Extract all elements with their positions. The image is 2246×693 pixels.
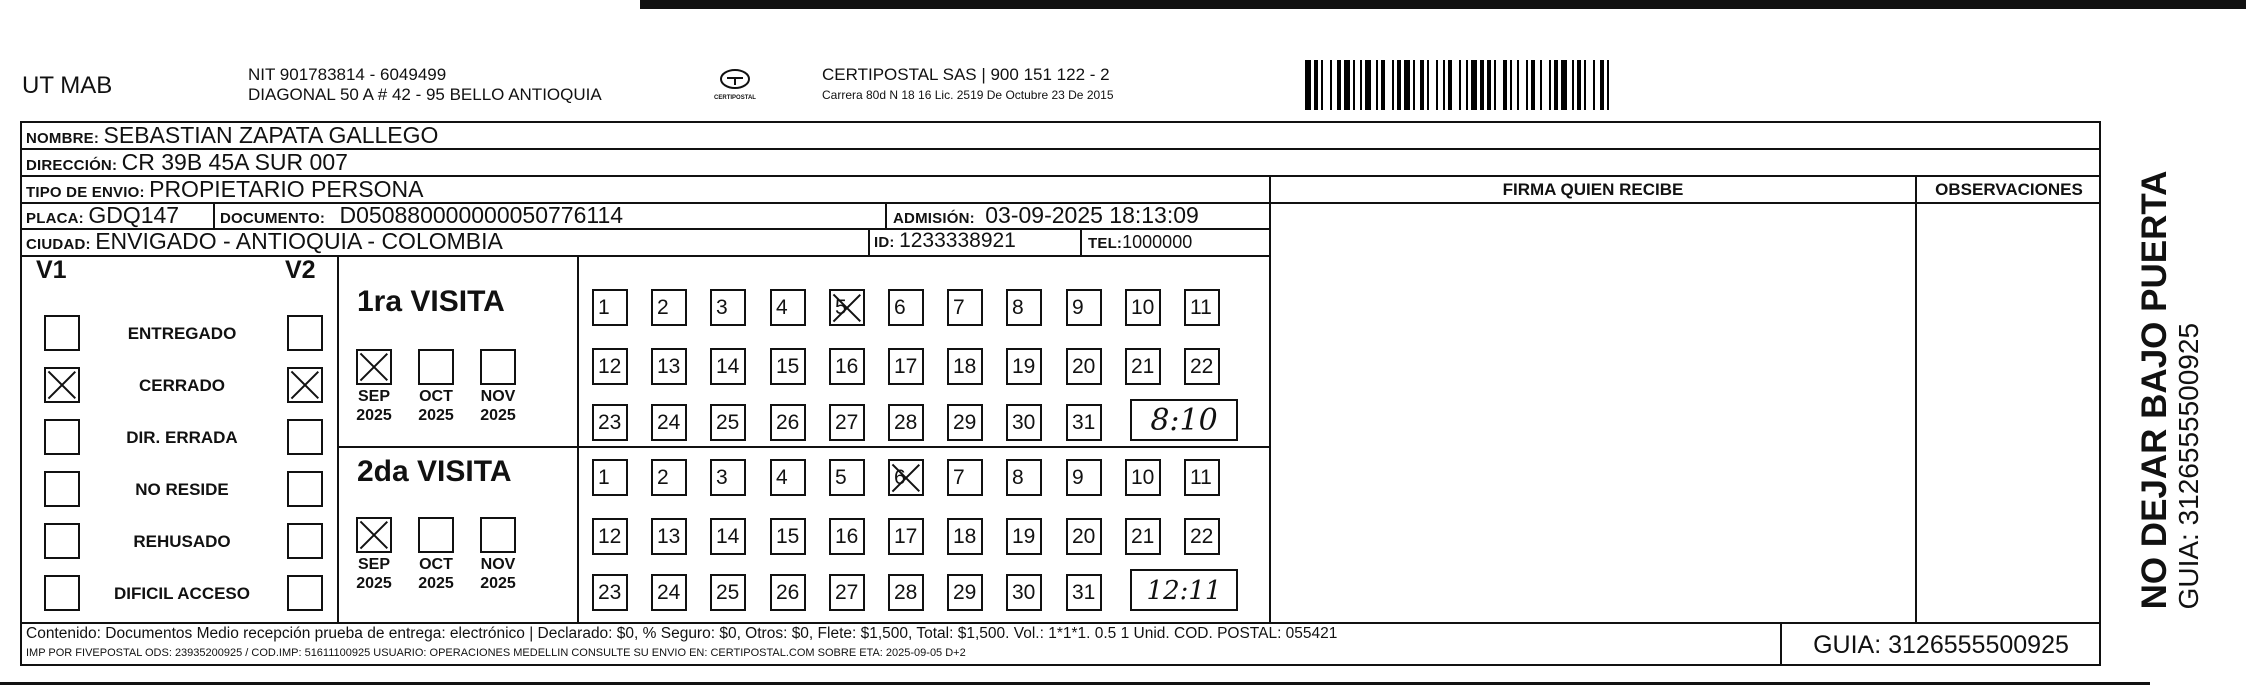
barcode-bar [1413, 60, 1415, 110]
barcode-bar [1448, 60, 1452, 110]
day-box[interactable]: 21 [1125, 518, 1161, 555]
barcode-bar [1494, 60, 1496, 110]
day-box[interactable]: 26 [770, 574, 806, 611]
barcode-bar [1584, 60, 1586, 110]
footer-guia: GUIA: 3126555500925 [1813, 631, 2069, 659]
day-box[interactable]: 14 [710, 348, 746, 385]
day-box[interactable]: 6 [888, 289, 924, 326]
day-box[interactable]: 30 [1006, 404, 1042, 441]
barcode-bar [1344, 60, 1350, 110]
company-name: UT MAB [22, 72, 113, 99]
status-label: DIR. ERRADA [126, 428, 238, 447]
day-box[interactable]: 3 [710, 289, 746, 326]
first-visit-title: 1ra VISITA [357, 285, 505, 318]
day-box[interactable]: 2 [651, 289, 687, 326]
barcode-bar [1360, 60, 1362, 110]
day-box[interactable]: 19 [1006, 348, 1042, 385]
day-box[interactable]: 7 [947, 459, 983, 496]
month-label: SEP 2025 [356, 556, 392, 592]
nombre-value: SEBASTIAN ZAPATA GALLEGO [103, 122, 439, 148]
day-box[interactable]: 5 [829, 289, 865, 326]
day-box[interactable]: 29 [947, 574, 983, 611]
firma-left-border [1269, 175, 1271, 623]
id-divider [868, 229, 870, 256]
placa-divider [213, 202, 215, 229]
ciudad-row [26, 227, 503, 259]
barcode-bar [1561, 60, 1567, 110]
bottom-border-line [0, 682, 2150, 685]
day-box[interactable]: 30 [1006, 574, 1042, 611]
certipostal-info [822, 65, 1114, 105]
barcode-bar [1337, 60, 1341, 110]
barcode-bar [1365, 60, 1371, 110]
day-box[interactable]: 6 [888, 459, 924, 496]
day-box[interactable]: 15 [770, 518, 806, 555]
admision-label: ADMISIÓN: [893, 210, 975, 227]
month-checkbox[interactable] [356, 349, 392, 385]
day-box[interactable]: 5 [829, 459, 865, 496]
id-label: ID: [874, 234, 895, 251]
barcode-bar [1593, 60, 1595, 110]
documento-value: D050880000000050776114 [339, 202, 624, 228]
day-box[interactable]: 10 [1125, 289, 1161, 326]
day-box[interactable]: 16 [829, 348, 865, 385]
barcode-bar [1376, 60, 1378, 110]
day-box[interactable]: 27 [829, 404, 865, 441]
barcode-bar [1436, 60, 1438, 110]
admision-divider [885, 202, 887, 229]
v2-status-checkbox[interactable] [287, 367, 323, 403]
month-label: OCT 2025 [418, 556, 454, 592]
day-box[interactable]: 8 [1006, 289, 1042, 326]
barcode [1305, 0, 1940, 120]
barcode-bar [1330, 60, 1332, 110]
month-label: OCT 2025 [418, 388, 454, 424]
barcode-bar [1480, 60, 1484, 110]
barcode-bar [1321, 60, 1323, 110]
documento-label: DOCUMENTO: [220, 210, 326, 227]
day-box[interactable]: 28 [888, 404, 924, 441]
day-box[interactable]: 31 [1066, 404, 1102, 441]
barcode-bar [1531, 60, 1535, 110]
day-box[interactable]: 11 [1184, 459, 1220, 496]
barcode-bar [1420, 60, 1424, 110]
day-box[interactable]: 20 [1066, 348, 1102, 385]
first-visit-time-box [1130, 399, 1238, 441]
v1-status-checkbox[interactable] [44, 523, 80, 559]
v2-status-checkbox[interactable] [287, 471, 323, 507]
day-box[interactable]: 21 [1125, 348, 1161, 385]
barcode-bar [1540, 60, 1542, 110]
nombre-label: NOMBRE: [26, 130, 100, 147]
day-box[interactable]: 13 [651, 518, 687, 555]
day-box[interactable]: 24 [651, 574, 687, 611]
day-box[interactable]: 10 [1125, 459, 1161, 496]
barcode-bar [1314, 60, 1318, 110]
certipostal-line: CERTIPOSTAL SAS | 900 151 122 - 2 [822, 65, 1110, 84]
first-visit-time: 8:10 [1150, 403, 1218, 438]
license-line: Carrera 80d N 18 16 Lic. 2519 De Octubre 23 De 2015 [822, 88, 1114, 102]
status-label: REHUSADO [133, 532, 231, 551]
month-checkbox[interactable] [480, 517, 516, 553]
day-box[interactable]: 22 [1184, 518, 1220, 555]
observaciones-label: OBSERVACIONES [1935, 180, 2083, 199]
day-box[interactable]: 26 [770, 404, 806, 441]
month-checkbox[interactable] [356, 517, 392, 553]
barcode-bar [1554, 60, 1558, 110]
status-label: NO RESIDE [135, 480, 229, 499]
barcode-bar [1459, 60, 1461, 110]
day-box[interactable]: 4 [770, 289, 806, 326]
day-box[interactable]: 9 [1066, 289, 1102, 326]
barcode-bar [1404, 60, 1410, 110]
firma-label: FIRMA QUIEN RECIBE [1502, 180, 1684, 199]
day-box[interactable]: 25 [710, 574, 746, 611]
nit-line: NIT 901783814 - 6049499 [248, 65, 447, 84]
day-box[interactable]: 18 [947, 518, 983, 555]
barcode-bar [1517, 60, 1519, 110]
placa-label: PLACA: [26, 210, 84, 227]
v2-status-checkbox[interactable] [287, 315, 323, 351]
barcode-bar [1305, 60, 1311, 110]
tel-label: TEL: [1088, 235, 1123, 252]
v1-status-checkbox[interactable] [44, 367, 80, 403]
day-box[interactable]: 24 [651, 404, 687, 441]
month-label: SEP 2025 [356, 388, 392, 424]
day-box[interactable]: 23 [592, 404, 628, 441]
barcode-bar [1487, 60, 1491, 110]
barcode-bar [1510, 60, 1512, 110]
company-info [248, 65, 602, 105]
contenido-line: Contenido: Documentos Medio recepción prueba de entrega: electrónico | Declarado: $0, % Seguro: $0, Otros: $0, Flete: $1,500, Total: $1,500. Vol.: 1*1*1. 0.5 1 Unid. COD. POSTAL: 055421 [26, 625, 1338, 642]
second-visit-title: 2da VISITA [357, 455, 512, 488]
tipo-label: TIPO DE ENVIO: [26, 184, 145, 201]
month-checkbox[interactable] [480, 349, 516, 385]
day-box[interactable]: 9 [1066, 459, 1102, 496]
day-box[interactable]: 19 [1006, 518, 1042, 555]
v2-label: V2 [285, 256, 316, 284]
tel-divider [1080, 229, 1082, 256]
day-box[interactable]: 12 [592, 518, 628, 555]
barcode-bar [1526, 60, 1528, 110]
barcode-bar [1503, 60, 1507, 110]
certipostal-logo: CERTIPOSTAL [710, 68, 760, 101]
day-box[interactable]: 18 [947, 348, 983, 385]
day-box[interactable]: 4 [770, 459, 806, 496]
barcode-bar [1427, 60, 1429, 110]
observaciones-left-border [1915, 175, 1917, 623]
second-visit-time: 12:11 [1146, 576, 1222, 606]
v1-status-checkbox[interactable] [44, 471, 80, 507]
day-box[interactable]: 14 [710, 518, 746, 555]
status-label: CERRADO [139, 376, 225, 395]
barcode-bar [1353, 60, 1355, 110]
day-box[interactable]: 3 [710, 459, 746, 496]
day-box[interactable]: 27 [829, 574, 865, 611]
day-box[interactable]: 25 [710, 404, 746, 441]
day-box[interactable]: 28 [888, 574, 924, 611]
v1-status-checkbox[interactable] [44, 315, 80, 351]
tipo-value: PROPIETARIO PERSONA [149, 176, 424, 202]
barcode-bar [1381, 60, 1385, 110]
barcode-bar [1471, 60, 1477, 110]
barcode-bar [1607, 60, 1609, 110]
day-box[interactable]: 22 [1184, 348, 1220, 385]
month-checkbox[interactable] [418, 517, 454, 553]
ciudad-value: ENVIGADO - ANTIOQUIA - COLOMBIA [95, 228, 503, 254]
direccion-value: CR 39B 45A SUR 007 [121, 149, 348, 175]
month-label: NOV 2025 [480, 556, 516, 592]
v2-status-checkbox[interactable] [287, 575, 323, 611]
day-box[interactable]: 16 [829, 518, 865, 555]
v2-status-checkbox[interactable] [287, 523, 323, 559]
barcode-bar [1572, 60, 1574, 110]
day-box[interactable]: 15 [770, 348, 806, 385]
status-label: ENTREGADO [127, 324, 237, 343]
day-box[interactable]: 1 [592, 459, 628, 496]
placa-value: GDQ147 [88, 202, 180, 228]
no-dejar-text: NO DEJAR BAJO PUERTA [2135, 170, 2174, 610]
status-divider [337, 256, 339, 623]
day-box[interactable]: 1 [592, 289, 628, 326]
barcode-bar [1466, 60, 1468, 110]
day-box[interactable]: 13 [651, 348, 687, 385]
v2-status-checkbox[interactable] [287, 419, 323, 455]
imp-line: IMP POR FIVEPOSTAL ODS: 23935200925 / COD.IMP: 51611100925 USUARIO: OPERACIONES MEDELLIN CONSULTE SU ENVIO EN: CERTIPOSTAL.COM SOBRE ETA: 2025-09-05 D+2 [26, 647, 966, 659]
day-box[interactable]: 31 [1066, 574, 1102, 611]
v1-status-checkbox[interactable] [44, 575, 80, 611]
ciudad-label: CIUDAD: [26, 236, 91, 253]
day-box[interactable]: 2 [651, 459, 687, 496]
second-visit-time-box [1130, 569, 1238, 611]
admision-value: 03-09-2025 18:13:09 [985, 202, 1199, 228]
tel-value: 1000000 [1122, 232, 1193, 252]
barcode-bar [1549, 60, 1551, 110]
day-box[interactable]: 29 [947, 404, 983, 441]
v1-label: V1 [36, 256, 67, 284]
visit-split [337, 446, 1270, 448]
barcode-bar [1392, 60, 1394, 110]
address-line: DIAGONAL 50 A # 42 - 95 BELLO ANTIOQUIA [248, 85, 602, 104]
barcode-bar [1600, 60, 1604, 110]
day-box[interactable]: 7 [947, 289, 983, 326]
day-box[interactable]: 12 [592, 348, 628, 385]
day-box[interactable]: 17 [888, 348, 924, 385]
day-box[interactable]: 11 [1184, 289, 1220, 326]
barcode-bar [1577, 60, 1581, 110]
id-value: 1233338921 [899, 229, 1016, 252]
side-guia-text: GUIA: 3126555500925 [2173, 322, 2204, 610]
v1-status-checkbox[interactable] [44, 419, 80, 455]
tel-row [1088, 229, 1192, 257]
visit-month-divider [577, 256, 579, 623]
status-label: DIFICIL ACCESO [113, 584, 250, 603]
barcode-bar [1443, 60, 1445, 110]
day-box[interactable]: 20 [1066, 518, 1102, 555]
barcode-bar [1397, 60, 1401, 110]
day-box[interactable]: 17 [888, 518, 924, 555]
month-label: NOV 2025 [480, 388, 516, 424]
direccion-label: DIRECCIÓN: [26, 157, 118, 174]
day-box[interactable]: 23 [592, 574, 628, 611]
month-checkbox[interactable] [418, 349, 454, 385]
day-box[interactable]: 8 [1006, 459, 1042, 496]
id-row [874, 227, 1016, 257]
